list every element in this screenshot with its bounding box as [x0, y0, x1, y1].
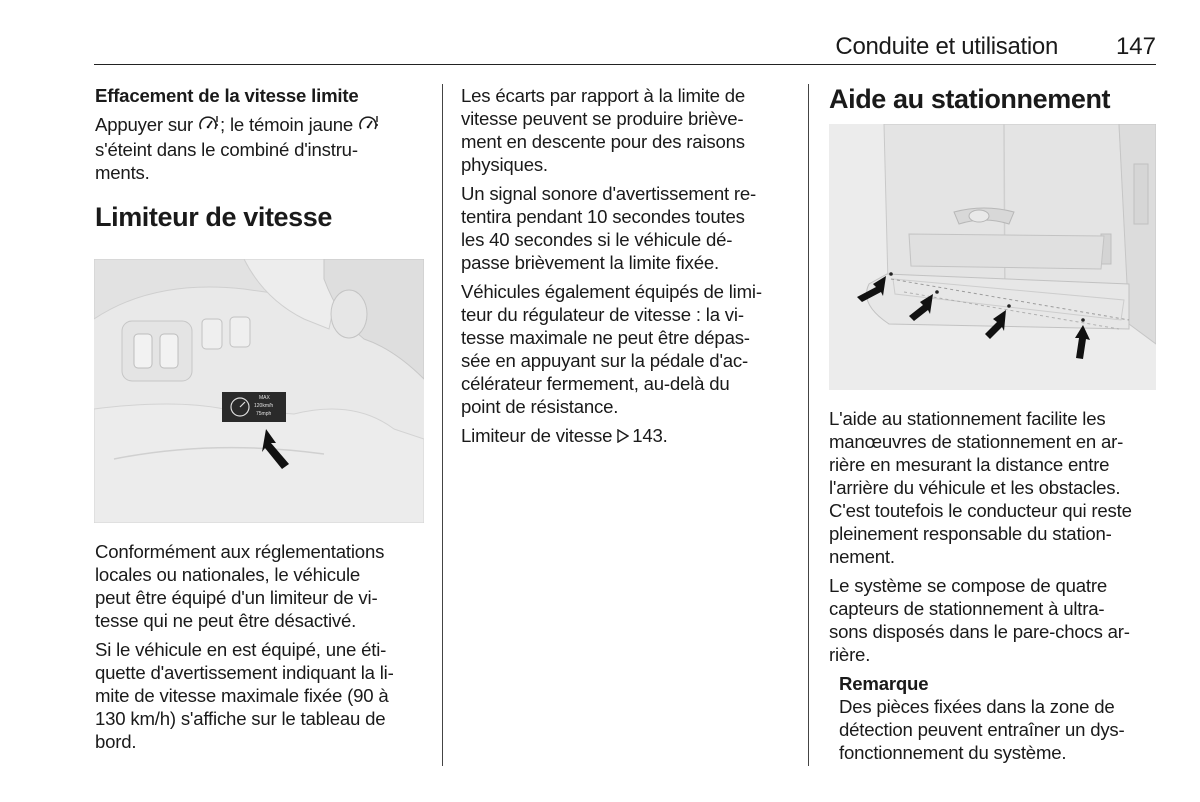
- clear-limit-paragraph: [95, 113, 430, 184]
- column-1-top: [95, 84, 430, 184]
- figure-dashboard-speed-label: [94, 259, 424, 523]
- deviation-paragraph: Les écarts par rapport à la limite de vitesse peuvent se produire briève- ment en descente pour des raisons physiques.: [461, 85, 746, 175]
- speed-limiter-paragraph-2: Si le véhicule en est équipé, une éti- quette d'avertissement indiquant la li- mite de vitesse maximale fixée (90 à 130 km/h) s'affiche sur le tableau de bord.: [95, 639, 394, 752]
- cross-reference-arrow-icon: [617, 425, 629, 448]
- column-divider-1: [442, 84, 443, 766]
- speedometer-limit-icon: [198, 115, 220, 138]
- cruise-control-paragraph: Véhicules également équipés de limi- teur du régulateur de vitesse : la vi- tesse maximale ne peut être dépas- sée en appuyant sur la pédale d'ac- célérateur fermement, au-delà du point de résistance.: [461, 281, 762, 417]
- speedometer-limit-icon: [358, 115, 380, 138]
- column-1-bottom: [95, 540, 430, 759]
- cross-reference-link[interactable]: Limiteur de vitesse 143.: [461, 425, 668, 446]
- warning-signal-paragraph: Un signal sonore d'avertissement re- tentira pendant 10 secondes toutes les 40 secondes si le véhicule dé- passe brièvement la limite fixée.: [461, 183, 757, 273]
- speed-limiter-paragraph-1: Conformément aux réglementations locales ou nationales, le véhicule peut être équipé d'un limiteur de vi- tesse qui ne peut être désactivé.: [95, 541, 385, 631]
- page-number: 147: [1115, 33, 1156, 60]
- sticker-line-2: 120km/h: [254, 403, 274, 409]
- clear-limit-line-1: Appuyer sur ; le témoin jaune: [95, 113, 430, 138]
- parking-assist-paragraph-1: L'aide au stationnement facilite les manœuvres de stationnement en ar- rière en mesurant la distance entre l'arrière du véhicule et les obstacles. C'est toutefois le conducteur qui reste pleinement responsable du station- nement.: [829, 408, 1132, 567]
- column-2: [461, 84, 796, 454]
- figure-rear-bumper-sensors: [829, 124, 1156, 390]
- clear-limit-line-2: s'éteint dans le combiné d'instru-: [95, 139, 358, 160]
- remark-note: Remarque Des pièces fixées dans la zone de détection peuvent entraîner un dys- fonctionnement du système.: [839, 672, 1159, 764]
- parking-assist-paragraph-2: Le système se compose de quatre capteurs de stationnement à ultra- sons disposés dans le pare-chocs ar- rière.: [829, 575, 1130, 665]
- sticker-line-1: MAX: [259, 395, 270, 401]
- column-divider-2: [808, 84, 809, 766]
- running-header-section: Conduite et utilisation: [835, 33, 1058, 60]
- clear-limit-line-3: ments.: [95, 162, 150, 183]
- sticker-line-3: 75mph: [256, 411, 272, 417]
- heading-speed-limiter: Limiteur de vitesse: [95, 202, 332, 232]
- subheading-clear-limit: Effacement de la vitesse limite: [95, 85, 359, 106]
- remark-title: Remarque: [839, 673, 929, 694]
- column-3: [829, 407, 1159, 764]
- heading-parking-assist: Aide au stationnement: [829, 84, 1111, 114]
- header-rule: [94, 64, 1156, 65]
